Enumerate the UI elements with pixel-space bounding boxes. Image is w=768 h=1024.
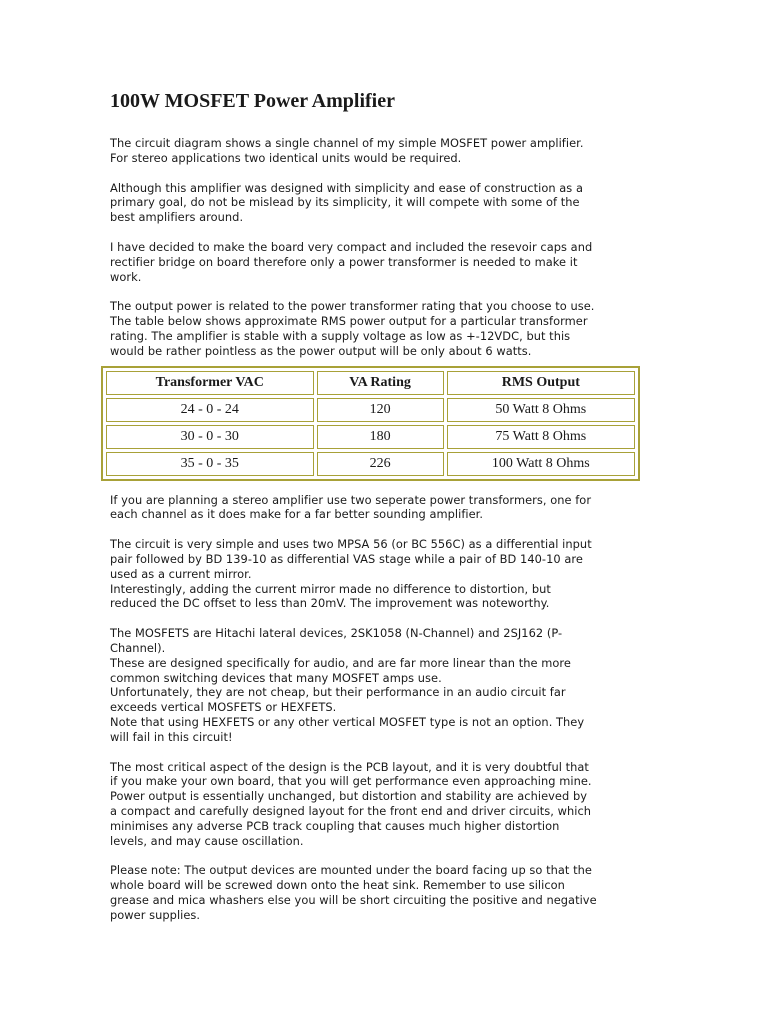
paragraph — [110, 181, 655, 225]
table-header-transformer-vac: Transformer VAC — [106, 371, 314, 395]
page-title: 100W MOSFET Power Amplifier — [110, 90, 395, 112]
text-line: pair followed by BD 139-10 as differential VAS stage while a pair of BD 140-10 are — [110, 551, 583, 566]
details-section — [110, 493, 655, 923]
text-line: primary goal, do not be mislead by its simplicity, it will compete with some of the — [110, 195, 580, 210]
text-line: will fail in this circuit! — [110, 729, 233, 744]
table-row — [106, 398, 635, 422]
text-line: These are designed specifically for audio, and are far more linear than the more — [110, 655, 571, 670]
text-line: I have decided to make the board very compact and included the resevoir caps and — [110, 239, 593, 254]
text-line: a compact and carefully designed layout for the front end and driver circuits, which — [110, 803, 592, 818]
text-line: The MOSFETS are Hitachi lateral devices, 2SK1058 (N-Channel) and 2SJ162 (P- — [110, 626, 563, 641]
text-line: reduced the DC offset to less than 20mV. The improvement was noteworthy. — [110, 596, 550, 611]
text-line: would be rather pointless as the power output will be only about 6 watts. — [110, 343, 532, 358]
text-line: power supplies. — [110, 907, 201, 922]
table-cell: 35 - 0 - 35 — [106, 452, 314, 476]
text-line: Please note: The output devices are mounted under the board facing up so that the — [110, 863, 592, 878]
paragraph — [110, 863, 655, 922]
table-cell: 24 - 0 - 24 — [106, 398, 314, 422]
paragraph — [110, 136, 655, 166]
table-cell: 50 Watt 8 Ohms — [447, 398, 635, 422]
paragraph — [110, 299, 655, 358]
paragraph — [110, 493, 655, 523]
text-line: Power output is essentially unchanged, but distortion and stability are achieved by — [110, 789, 588, 804]
text-line: The most critical aspect of the design is the PCB layout, and it is very doubtful that — [110, 759, 589, 774]
document-page — [110, 88, 655, 937]
text-line: levels, and may cause oscillation. — [110, 833, 304, 848]
text-line: The circuit diagram shows a single channel of my simple MOSFET power amplifier. — [110, 136, 584, 150]
text-line: If you are planning a stereo amplifier use two seperate power transformers, one for — [110, 492, 592, 507]
text-line: For stereo applications two identical units would be required. — [110, 150, 462, 165]
table-header-rms-output: RMS Output — [447, 371, 635, 395]
table-header-va-rating: VA Rating — [317, 371, 444, 395]
text-line: Although this amplifier was designed with simplicity and ease of construction as a — [110, 180, 583, 195]
table-header-row — [106, 371, 635, 395]
text-line: Channel). — [110, 640, 166, 655]
table-row — [106, 425, 635, 449]
table-cell: 100 Watt 8 Ohms — [447, 452, 635, 476]
text-line: common switching devices that many MOSFET amps use. — [110, 670, 442, 685]
text-line: Unfortunately, they are not cheap, but their performance in an audio circuit far — [110, 685, 566, 700]
table-cell: 120 — [317, 398, 444, 422]
text-line: exceeds vertical MOSFETS or HEXFETS. — [110, 700, 337, 715]
intro-section — [110, 136, 655, 359]
table-cell: 75 Watt 8 Ohms — [447, 425, 635, 449]
text-line: used as a current mirror. — [110, 566, 252, 581]
paragraph — [110, 240, 655, 284]
paragraph — [110, 626, 655, 744]
paragraph — [110, 760, 655, 849]
text-line: minimises any adverse PCB track coupling that causes much higher distortion — [110, 818, 560, 833]
table-cell: 30 - 0 - 30 — [106, 425, 314, 449]
transformer-rating-table — [101, 366, 640, 481]
text-line: Note that using HEXFETS or any other vertical MOSFET type is not an option. They — [110, 714, 585, 729]
text-line: whole board will be screwed down onto the heat sink. Remember to use silicon — [110, 878, 565, 893]
text-line: Interestingly, adding the current mirror made no difference to distortion, but — [110, 581, 551, 596]
text-line: best amplifiers around. — [110, 210, 244, 225]
text-line: if you make your own board, that you will get performance even approaching mine. — [110, 774, 592, 789]
text-line: The circuit is very simple and uses two MPSA 56 (or BC 556C) as a differential input — [110, 537, 592, 552]
text-line: rating. The amplifier is stable with a supply voltage as low as +-12VDC, but this — [110, 328, 571, 343]
text-line: rectifier bridge on board therefore only a power transformer is needed to make it — [110, 254, 578, 269]
table-row — [106, 452, 635, 476]
paragraph — [110, 537, 655, 611]
text-line: work. — [110, 269, 142, 284]
text-line: The output power is related to the power transformer rating that you choose to use. — [110, 299, 595, 314]
text-line: grease and mica whashers else you will be short circuiting the positive and negative — [110, 892, 597, 907]
table-cell: 226 — [317, 452, 444, 476]
text-line: each channel as it does make for a far better sounding amplifier. — [110, 507, 484, 522]
text-line: The table below shows approximate RMS power output for a particular transformer — [110, 314, 588, 329]
table-cell: 180 — [317, 425, 444, 449]
